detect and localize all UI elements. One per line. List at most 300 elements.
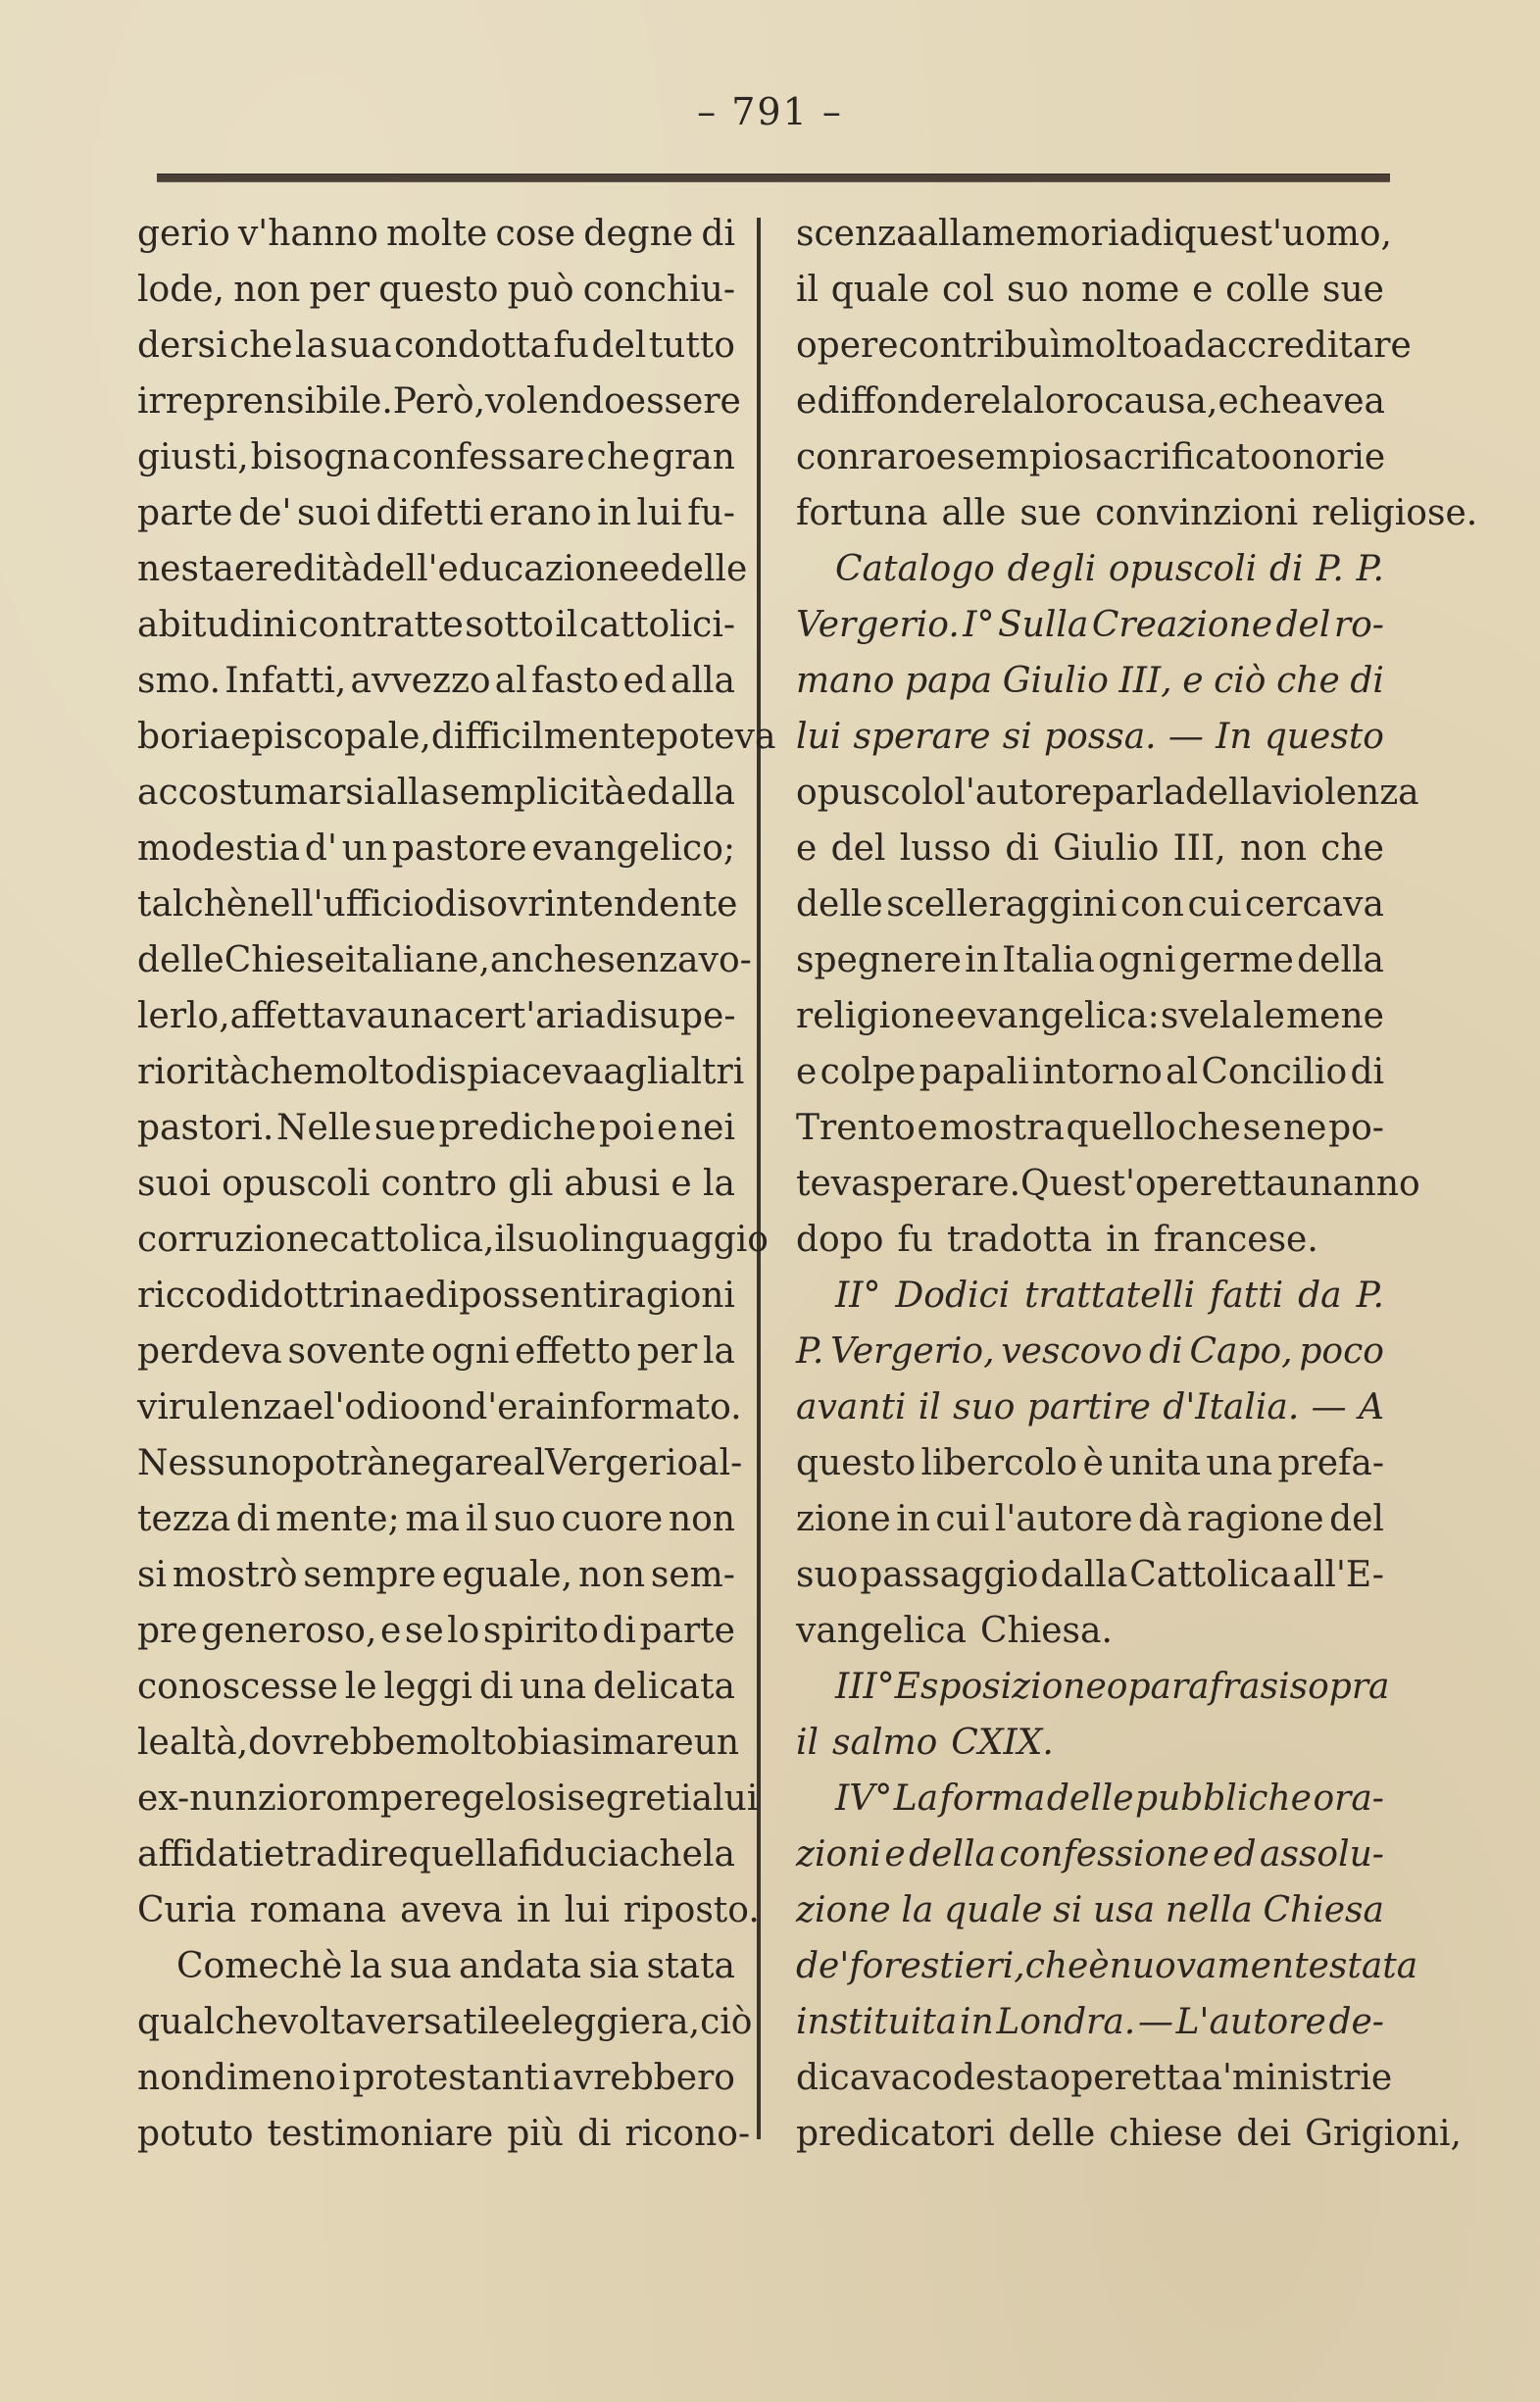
word: biasimare (517, 1723, 694, 1763)
word: delle (137, 940, 224, 980)
text-line (796, 2106, 1462, 2162)
text-line (137, 1659, 735, 1715)
word: essere (624, 381, 741, 422)
word: che (1238, 381, 1303, 422)
word: predicatori (796, 2114, 995, 2154)
word: il (465, 1499, 488, 1539)
word: Capo, (1189, 1331, 1293, 1372)
word: parla (1092, 773, 1185, 813)
text-line (796, 1044, 1384, 1100)
word: supe- (639, 996, 736, 1036)
word: dovrebbe (248, 1723, 417, 1763)
word: se (404, 1611, 444, 1651)
word: lusso (899, 828, 992, 869)
word: altri (670, 1052, 745, 1092)
word: P. (1356, 549, 1384, 589)
word: corruzione (137, 1220, 330, 1260)
word: di (1149, 1331, 1183, 1372)
word: tradire (284, 1834, 409, 1875)
word: Grigioni, (1305, 2114, 1462, 2154)
word: difetti (375, 493, 484, 533)
word: mano (796, 661, 895, 701)
word: pre (137, 1611, 198, 1651)
text-line (137, 541, 748, 597)
word: protestanti (352, 2058, 550, 2098)
word: e (884, 1834, 906, 1875)
word: ogni (430, 1331, 510, 1372)
word: confessione (999, 1834, 1210, 1875)
word: al (1166, 1052, 1199, 1092)
text-line (796, 653, 1384, 709)
word: ragione (1187, 1499, 1324, 1539)
word: col (941, 270, 995, 310)
text-line (796, 318, 1412, 374)
word: gelosi (461, 1778, 568, 1819)
word: cui (935, 1499, 990, 1539)
word: informato. (556, 1387, 742, 1427)
word: testimoniare (267, 2114, 494, 2154)
word: la (702, 1834, 735, 1875)
word: segreti (567, 1778, 692, 1819)
word: poi (599, 1108, 655, 1148)
word: di (424, 1276, 460, 1316)
word: ed (625, 773, 671, 813)
text-line (137, 206, 735, 262)
text-line (796, 1603, 1384, 1659)
word: nesta (137, 549, 234, 589)
word: prefa- (1277, 1443, 1384, 1483)
text-line (137, 1212, 769, 1268)
word: P. (1356, 1276, 1384, 1316)
word: l'autore (954, 773, 1093, 813)
word: aveva (400, 1890, 503, 1930)
word: di (701, 214, 735, 254)
word: contro (380, 1164, 497, 1204)
word: irreprensibile. (137, 381, 393, 422)
word: all'E- (1292, 1555, 1384, 1595)
word: e (1217, 381, 1239, 422)
word: salmo (832, 1723, 938, 1763)
word: lui (796, 717, 842, 757)
word: eguale, (441, 1555, 573, 1595)
word: modestia (137, 828, 301, 869)
word: la (901, 1890, 934, 1930)
word: fu (897, 1220, 933, 1260)
word: leggiera, (541, 2002, 701, 2042)
word: germe (1178, 940, 1294, 980)
word: e (404, 1276, 425, 1316)
word: non (668, 1499, 735, 1539)
word: questo (378, 270, 499, 310)
word: riposto. (622, 1890, 760, 1930)
word: virulenza (137, 1387, 303, 1427)
word: Esposizione (894, 1667, 1107, 1707)
word: in (896, 1499, 930, 1539)
word: che (250, 1052, 314, 1092)
word: trattatelli (1024, 1276, 1195, 1316)
word: scelleraggini (886, 884, 1118, 925)
word: un (1286, 1164, 1333, 1204)
word: possa. (1044, 717, 1157, 757)
word: mente; (275, 1499, 400, 1539)
word: generoso, (201, 1611, 377, 1651)
word: giusti, (137, 437, 249, 477)
word: delicata (593, 1667, 735, 1707)
word: smo. (137, 661, 222, 701)
word: de' (796, 1946, 850, 1986)
text-line (137, 1100, 735, 1156)
word: le (1253, 996, 1285, 1036)
word: senza (597, 940, 699, 980)
word: difficilmente (430, 717, 657, 757)
word: leggi (383, 1667, 472, 1707)
word: e (379, 1611, 402, 1651)
word: ond'era (421, 1387, 557, 1427)
word: sem- (650, 1555, 735, 1595)
word: la (349, 1946, 382, 1986)
word: con (1119, 884, 1184, 925)
word: papa (905, 661, 993, 701)
word: al- (698, 1443, 743, 1483)
word: Chiese (224, 940, 346, 980)
word: alla (671, 773, 735, 813)
word: Comechè (176, 1946, 343, 1986)
word: nome (1081, 270, 1180, 310)
word: dei (1236, 2114, 1292, 2154)
word: lealtà, (137, 1723, 249, 1763)
word: eredità (233, 549, 363, 589)
word: riorità (137, 1052, 251, 1092)
word: nell' (247, 884, 323, 925)
word: P. (796, 1331, 824, 1372)
word: Chiesa (1263, 1890, 1384, 1930)
text-line (137, 262, 735, 318)
word: esempio (935, 437, 1085, 477)
word: Però, (392, 381, 486, 422)
text-line (137, 1324, 735, 1379)
word: quello (1066, 1108, 1176, 1148)
word: cercava (1244, 884, 1384, 925)
text-line (137, 765, 735, 821)
text-line (137, 1379, 742, 1435)
word: vo- (698, 940, 752, 980)
word: che (1177, 1108, 1241, 1148)
word: del (1275, 605, 1331, 645)
word: fiducia (518, 1834, 640, 1875)
word: francese. (1153, 1220, 1318, 1260)
text-line (796, 1100, 1384, 1156)
text-line (796, 597, 1384, 653)
word: v'hanno (237, 214, 378, 254)
word: l'autore (994, 1499, 1133, 1539)
text-line (137, 709, 776, 765)
word: a' (1201, 2058, 1232, 2098)
text-line (137, 1827, 735, 1882)
word: e (1182, 661, 1204, 701)
word: e (656, 1108, 678, 1148)
word: chiese (1109, 2114, 1223, 2154)
word: gerio (137, 214, 230, 254)
word: libercolo (920, 1443, 1078, 1483)
word: e (639, 549, 661, 589)
word: si (1053, 1890, 1083, 1930)
word: lui (564, 1890, 610, 1930)
text-line (796, 1882, 1384, 1938)
text-line (137, 1715, 740, 1771)
text-line (796, 988, 1384, 1044)
word: sia (588, 1946, 640, 1986)
word: negare (387, 1443, 514, 1483)
word: è (1082, 1443, 1104, 1483)
word: religione (796, 996, 956, 1036)
word: spirito (482, 1611, 599, 1651)
word: parte (137, 493, 233, 533)
word: cattolici- (578, 605, 735, 645)
word: al (513, 1443, 546, 1483)
word: instituita (796, 2002, 958, 2042)
word: sue (1019, 493, 1082, 533)
word: Londra. (996, 2002, 1136, 2042)
word: zione (796, 1890, 891, 1930)
word: delle (1008, 2114, 1096, 2154)
text-line (796, 1379, 1384, 1435)
word: Sulla (998, 605, 1089, 645)
text-line (796, 876, 1384, 932)
word: il (555, 605, 578, 645)
word: non (577, 1555, 645, 1595)
text-line (137, 1938, 735, 1994)
word: dicava (796, 2058, 912, 2098)
word: non (1239, 828, 1307, 869)
word: di (1350, 661, 1384, 701)
word: e (796, 828, 818, 869)
word: in (516, 1890, 551, 1930)
word: opere (796, 325, 899, 366)
word: lui (636, 493, 682, 533)
word: sovente (287, 1331, 426, 1372)
word: affidati (137, 1834, 265, 1875)
word: una (1206, 1443, 1273, 1483)
word: violenza (1271, 773, 1419, 813)
word: III, (1172, 828, 1226, 869)
word: avrebbero (552, 2058, 735, 2098)
text-line (137, 1268, 735, 1324)
word: ciò (1214, 661, 1267, 701)
word: effetto (515, 1331, 631, 1372)
word: della (909, 1834, 996, 1875)
word: prediche (438, 1108, 597, 1148)
word: ricco (137, 1276, 226, 1316)
word: può (507, 270, 574, 310)
word: dà (1138, 1499, 1182, 1539)
word: — (1311, 1387, 1347, 1427)
page-number: – 791 – (697, 90, 843, 133)
word: si (137, 1555, 167, 1595)
right-column (796, 206, 1478, 2162)
word: di (434, 884, 469, 925)
word: ed (1213, 1834, 1257, 1875)
word: abitudini (137, 605, 297, 645)
word: e (264, 1834, 285, 1875)
word: di (235, 1499, 271, 1539)
word: alle (941, 493, 1007, 533)
word: episcopale, (229, 717, 431, 757)
word: agli (603, 1052, 671, 1092)
word: ragioni (608, 1276, 735, 1316)
word: assolu- (1260, 1834, 1384, 1875)
text-line (137, 1882, 760, 1938)
text-line (796, 821, 1384, 876)
word: sopra (1289, 1667, 1390, 1707)
text-line (137, 485, 735, 541)
word: avanti (796, 1387, 907, 1427)
word: dottrina (260, 1276, 405, 1316)
word: questo (1264, 717, 1384, 757)
word: conchiu- (582, 270, 735, 310)
word: Curia (137, 1890, 236, 1930)
word: colle (1225, 270, 1311, 310)
text-line (796, 1212, 1384, 1268)
word: diffondere (817, 381, 1002, 422)
word: pubbliche (1134, 1778, 1312, 1819)
word: tradotta (946, 1220, 1093, 1260)
word: nei (679, 1108, 735, 1148)
word: lo (447, 1611, 480, 1651)
word: il (494, 1220, 518, 1260)
word: che (228, 325, 293, 366)
left-column (137, 206, 776, 2162)
word: se (1242, 1108, 1282, 1148)
word: contribuì (898, 325, 1062, 366)
word: una (520, 1667, 587, 1707)
word: nuovamente (1109, 1946, 1329, 1986)
word: onori (1270, 437, 1365, 477)
word: ro- (1333, 605, 1384, 645)
word: del (591, 325, 647, 366)
text-line (796, 1994, 1384, 2050)
word: In (1216, 717, 1253, 757)
word: quest'uomo, (1173, 214, 1393, 254)
word: in (597, 493, 631, 533)
word: rompere (308, 1778, 462, 1819)
word: vescovo (1001, 1331, 1143, 1372)
word: de- (1328, 2002, 1384, 2042)
word: evangelica: (956, 996, 1160, 1036)
word: opuscolo (796, 773, 955, 813)
word: II° (835, 1276, 881, 1316)
word: memoria (981, 214, 1140, 254)
word: tutto (648, 325, 735, 366)
word: stata (1328, 1946, 1418, 1986)
word: e (520, 2002, 542, 2042)
word: lui (713, 1778, 759, 1819)
text-line (796, 206, 1393, 262)
text-line (796, 2050, 1393, 2106)
word: abusi (564, 1164, 661, 1204)
word: dell'educazione (362, 549, 640, 589)
word: la (1001, 381, 1034, 422)
word: Chiesa. (980, 1611, 1113, 1651)
word: fu (553, 325, 589, 366)
text-line (137, 821, 735, 876)
word: suo (517, 1220, 579, 1260)
word: spegnere (796, 940, 962, 980)
word: sperare (853, 717, 991, 757)
word: sacrificato (1084, 437, 1271, 477)
word: degli (1007, 549, 1097, 589)
text-line (796, 374, 1384, 429)
word: molto (416, 1723, 518, 1763)
text-line (137, 1547, 735, 1603)
word: anche (489, 940, 598, 980)
word: Infatti, (224, 661, 347, 701)
text-line (137, 1603, 735, 1659)
text-line (137, 1044, 745, 1100)
word: opuscoli (1108, 549, 1258, 589)
text-line (796, 1435, 1384, 1491)
word: convinzioni (1095, 493, 1299, 533)
word: che (639, 1834, 703, 1875)
word: italiane, (345, 940, 490, 980)
word: sempre (303, 1555, 436, 1595)
word: il (796, 1723, 820, 1763)
word: Vergerio. (796, 605, 960, 645)
word: sotto (465, 605, 554, 645)
text-line (137, 876, 738, 932)
text-line (137, 1491, 735, 1547)
word: potrà (291, 1443, 388, 1483)
word: A (1358, 1387, 1384, 1427)
text-line (796, 541, 1384, 597)
text-line (796, 1659, 1390, 1715)
word: partire (1026, 1387, 1151, 1427)
word: in (959, 2002, 994, 2042)
word: suo (796, 1555, 859, 1595)
word: III° (835, 1667, 895, 1707)
text-line (796, 1156, 1420, 1212)
word: mostrò (172, 1555, 298, 1595)
word: cose (495, 214, 576, 254)
word: ne (1282, 1108, 1327, 1148)
word: di (1269, 549, 1304, 589)
word: affettava (229, 996, 388, 1036)
word: Catalogo (835, 549, 995, 589)
word: ora- (1313, 1778, 1384, 1819)
word: pastore (391, 828, 527, 869)
text-line (796, 1268, 1384, 1324)
word: Giulio (1053, 828, 1160, 869)
word: scenza (796, 214, 918, 254)
text-line (796, 1938, 1418, 1994)
word: Vergerio (545, 1443, 699, 1483)
word: sperare. (871, 1164, 1021, 1204)
word: da (1298, 1276, 1342, 1316)
word: suo (493, 1499, 556, 1539)
word: delle (796, 884, 883, 925)
word: una (387, 996, 455, 1036)
word: potuto (137, 2114, 254, 2154)
word: e (671, 1164, 692, 1204)
text-line (796, 485, 1478, 541)
word: di (576, 2114, 612, 2154)
word: del (830, 828, 886, 869)
word: Italia (1002, 940, 1095, 980)
text-line (137, 597, 735, 653)
word: evangelico; (531, 828, 735, 869)
word: di (1005, 828, 1039, 869)
word: Dodici (895, 1276, 1011, 1316)
text-line (137, 2050, 735, 2106)
